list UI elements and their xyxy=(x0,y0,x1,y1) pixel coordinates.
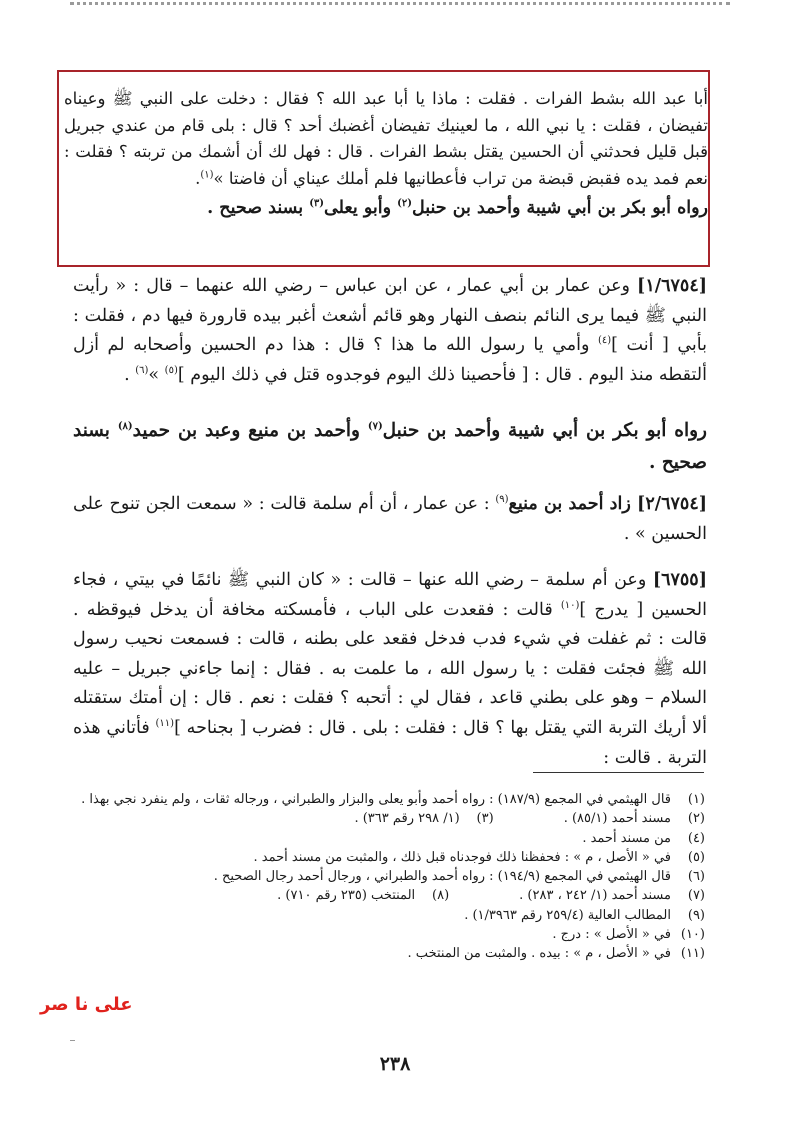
watermark: على نا صر xyxy=(40,994,133,1015)
boxed-hadith-text: أبا عبد الله بشط الفرات . فقلت : ماذا يا أبا عبد الله ؟ فقال : دخلت على النبي ﷺ وعيناه تفيضان ، فقلت : يا نبي الله ، ما لعينيك تفيضان أغضبك أحد ؟ قال : بلى قام من عندي جبريل قبل قليل فحدثني أن الحسين يقتل بشط الفرات . قال : فهل لك أن أشمك من تربته ؟ فقلت : نعم فمد يده فقبض قبضة من تراب فأعطانيها فلم أملك عيناي أن فاضتا »$^{(١)}$. xyxy=(64,89,708,188)
top-edge-dots xyxy=(70,2,730,11)
footnote: (١٠) في « الأصل » : درج . xyxy=(552,927,705,943)
footnote-separator xyxy=(533,772,704,773)
footnote: (٤) من مسند أحمد . xyxy=(582,830,705,846)
footnote: (١١) في « الأصل ، م » : بيده . والمثبت من المنتخب . xyxy=(407,946,705,962)
hadith-6754-1: [١/٦٧٥٤] وعن عمار بن أبي عمار ، عن ابن عباس – رضي الله عنهما – قال : « رأيت النبي ﷺ فيما يرى النائم بنصف النهار وهو قائم أشعث أغبر بيده قارورة فيها دم ، فقلت : بأبي [ أنت ]$^{(٤)}$ وأمي يا رسول الله ما هذا ؟ قال : هذا دم الحسين وأصحابه لم أزل ألتقطه منذ اليوم . قال : [ فأحصينا ذلك اليوم فوجدوه قتل في ذلك اليوم ]$^{(٥)}$ »$^{(٦)}$ . xyxy=(73,276,708,385)
hadith-ref: [٢/٦٧٥٤] xyxy=(637,494,707,514)
footnote: (١) قال الهيثمي في المجمع (١٨٧/٩) : رواه أحمد وأبو يعلى والبزار والطبراني ، ورجاله ثقات ، ولم ينفرد نجي بهذا . xyxy=(81,792,705,807)
hadith-ref: [٦٧٥٥] xyxy=(652,570,707,590)
footnotes-list xyxy=(75,790,705,964)
hadith-ref: [١/٦٧٥٤] xyxy=(637,276,707,296)
footnote: (٩) المطالب العالية (٢٥٩/٤ رقم ١/٣٩٦٣) . xyxy=(464,907,705,923)
boxed-passage xyxy=(64,86,708,222)
footnote: (٥) في « الأصل ، م » : فحفظنا ذلك فوجدناه قبل ذلك ، والمثبت من مسند أحمد . xyxy=(253,849,705,865)
boxed-narration: رواه أبو بكر بن أبي شيبة وأحمد بن حنبل$^{(٢)}$ وأبو يعلى$^{(٣)}$ بسند صحيح . xyxy=(207,198,708,218)
hadith-6754-2: [٢/٦٧٥٤] زاد أحمد بن منيع$^{(٩)}$ : عن عمار ، أن أم سلمة قالت : « سمعت الجن تنوح على الحسين » . xyxy=(73,494,707,544)
hadith-6755: [٦٧٥٥] وعن أم سلمة – رضي الله عنها – قالت : « كان النبي ﷺ نائمًا في بيتي ، فجاء الحسين [ يدرج ]$^{(١٠)}$ قالت : فقعدت على الباب ، فأمسكته مخافة أن يدخل فيوقظه . قالت : ثم غفلت في شيء فدب فدخل فقعد على بطنه ، قالت : فسمعت نحيب رسول الله ﷺ فجئت فقلت : يا رسول الله ، ما علمت به . فقال : إنما جاءني جبريل – عليه السلام – وهو على بطني قاعد ، فقال لي : أتحبه ؟ فقلت : نعم . قال : إن أمتك ستقتله ألا أريك التربة التي يقتل بها ؟ قال : فقلت : بلى . قال : فضرب [ بجناحه ]$^{(١١)}$ فأتاني هذه التربة . قالت : xyxy=(73,570,707,768)
footnote: (٢) مسند أحمد (٨٥/١) . (٣) (١/ ٢٩٨ رقم ٣٦٣) . xyxy=(354,811,705,827)
page-number: ٢٣٨ xyxy=(379,1053,411,1075)
footnote: (٦) قال الهيثمي في المجمع (١٩٤/٩) : رواه أحمد والطبراني ، ورجال أحمد رجال الصحيح . xyxy=(213,869,705,885)
narration-chain-2: رواه أبو بكر بن أبي شيبة وأحمد بن حنبل$^{(٧)}$ وأحمد بن منيع وعبد بن حميد$^{(٨)}$ بسند صحيح . xyxy=(73,420,707,473)
footnote: (٧) مسند أحمد (١/ ٢٤٢ ، ٢٨٣) . (٨) المنتخب (٢٣٥ رقم ٧١٠) . xyxy=(277,888,705,904)
margin-mark xyxy=(70,1040,75,1041)
